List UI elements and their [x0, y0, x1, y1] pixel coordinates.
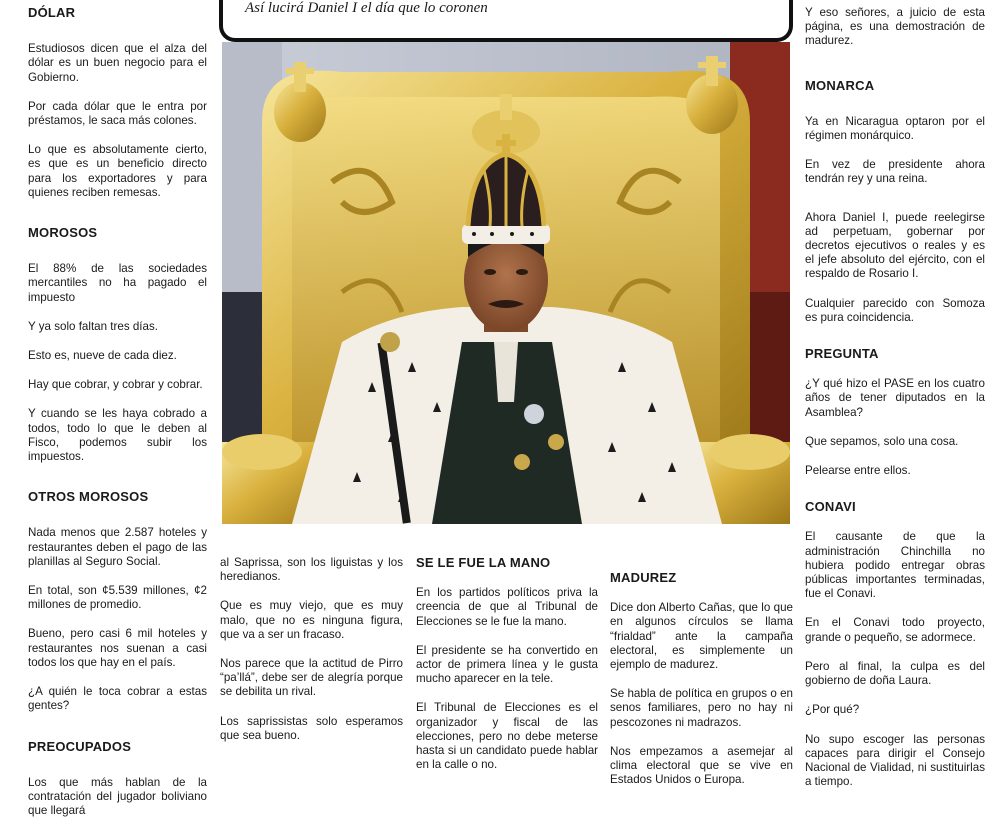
column-right: [805, 6, 985, 804]
paragraph: El Tribunal de Elecciones es el organizador y fiscal de las elecciones, pero no debe meterse hasta si un candidato puede hablar en la calle o no.: [416, 701, 598, 772]
paragraph: No supo escoger las personas capaces para dirigir el Consejo Nacional de Vialidad, ni sustituirlas a tiempo.: [805, 732, 985, 789]
paragraph: El causante de que la administración Chinchilla no hubiera podido entregar obras públicas importantes terminadas, fue el Conavi.: [805, 530, 985, 601]
section-heading: DÓLAR: [28, 5, 76, 20]
paragraph: Por cada dólar que le entra por préstamos, le saca más colones.: [28, 99, 207, 128]
paragraph: Nada menos que 2.587 hoteles y restaurantes deben el pago de las planillas al Seguro Social.: [28, 526, 207, 568]
paragraph: Y ya solo faltan tres días.: [28, 319, 158, 333]
photo-crowned-figure-on-throne: [222, 42, 790, 524]
paragraph: En total, son ¢5.539 millones, ¢2 millones de promedio.: [28, 584, 207, 612]
section-heading: PREOCUPADOS: [28, 738, 132, 754]
paragraph: Lo que es absolutamente cierto, es que es un beneficio directo para los exportadores y para quienes reciben remesas.: [28, 143, 207, 199]
paragraph: Nos empezamos a asemejar al clima electoral que se vive en Estados Unidos o Europa.: [610, 744, 793, 787]
paragraph: Ahora Daniel I, puede reelegirse ad perpetuam, gobernar por decretos ejecutivos o reales y es el jefe absoluto del ejército, con el respaldo de Rosario I.: [805, 210, 985, 281]
photo-caption: Así lucirá Daniel I el día que lo coronen: [245, 0, 488, 16]
column-2: [220, 556, 403, 758]
paragraph: En el Conavi todo proyecto, grande o pequeño, se adormece.: [805, 616, 985, 644]
paragraph: El presidente se ha convertido en actor de primera línea y le gusta mucho aparecer en la tele.: [416, 643, 598, 686]
paragraph: Se habla de política en grupos o en senos familiares, pero no hay ni pescozones ni madrazos.: [610, 687, 793, 729]
column-left: [28, 6, 207, 833]
paragraph: Estudiosos dicen que el alza del dólar es un buen negocio para el Gobierno.: [28, 42, 207, 84]
paragraph: Los que más hablan de la contratación del jugador boliviano que llegará: [28, 775, 207, 818]
paragraph: En vez de presidente ahora tendrán rey y una reina.: [805, 158, 985, 186]
section-heading: CONAVI: [805, 499, 856, 515]
paragraph: Cualquier parecido con Somoza es pura coincidencia.: [805, 296, 985, 324]
paragraph: Hay que cobrar, y cobrar y cobrar.: [28, 378, 203, 392]
section-heading: PREGUNTA: [805, 346, 879, 362]
section-heading: MADUREZ: [610, 570, 677, 585]
column-4: [610, 571, 793, 802]
paragraph: Nos parece que la actitud de Pirro “pa’llá”, debe ser de alegría porque se debilita un rival.: [220, 657, 403, 699]
section-heading: OTROS MOROSOS: [28, 489, 149, 505]
paragraph: Esto es, nueve de cada diez.: [28, 349, 177, 363]
paragraph: Pelearse entre ellos.: [805, 464, 911, 478]
section-heading: MONARCA: [805, 77, 875, 93]
paragraph: Dice don Alberto Cañas, que lo que en algunos círculos se llama “frialdad” ante la campaña electoral, es simplemente un ejemplo de madurez.: [610, 601, 793, 672]
paragraph: Bueno, pero casi 6 mil hoteles y restaurantes nos suenan a casi todos los que hay en el país.: [28, 627, 207, 669]
paragraph: al Saprissa, son los liguistas y los heredianos.: [220, 556, 403, 584]
paragraph: Pero al final, la culpa es del gobierno de doña Laura.: [805, 659, 985, 688]
paragraph: En los partidos políticos priva la creencia de que al Tribunal de Elecciones se le fue la mano.: [416, 586, 598, 628]
section-heading: SE LE FUE LA MANO: [416, 555, 551, 570]
paragraph: Que es muy viejo, que es muy malo, que no es ninguna figura, que va a ser un fracaso.: [220, 599, 403, 641]
section-heading: MOROSOS: [28, 225, 98, 241]
paragraph: Que sepamos, solo una cosa.: [805, 434, 959, 448]
paragraph: ¿Y qué hizo el PASE en los cuatro años de tener diputados en la Asamblea?: [805, 377, 985, 419]
paragraph: ¿Por qué?: [805, 703, 860, 717]
paragraph: Y eso señores, a juicio de esta página, es una demostración de madurez.: [805, 6, 985, 48]
paragraph: ¿A quién le toca cobrar a estas gentes?: [28, 685, 207, 713]
column-3: [416, 556, 598, 787]
paragraph: El 88% de las sociedades mercantiles no ha pagado el impuesto: [28, 262, 207, 304]
photo-caption-box: [219, 0, 793, 42]
paragraph: Ya en Nicaragua optaron por el régimen monárquico.: [805, 114, 985, 143]
paragraph: Y cuando se les haya cobrado a todos, todo lo que le deben al Fisco, podemos subir los impuestos.: [28, 407, 207, 464]
paragraph: Los saprissistas solo esperamos que sea bueno.: [220, 714, 403, 742]
